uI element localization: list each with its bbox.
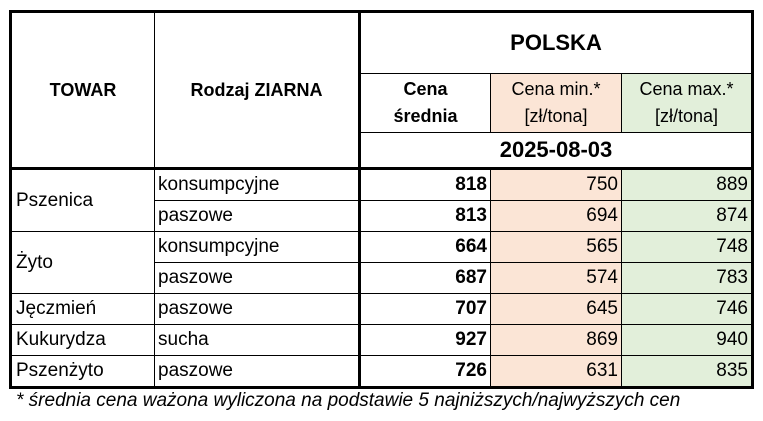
- cell-towar: Pszenica: [11, 169, 155, 232]
- cell-min: 645: [491, 294, 622, 325]
- header-avg-line2: średnia: [393, 106, 458, 126]
- header-min-price: [491, 74, 622, 133]
- table-row: [11, 325, 753, 356]
- cell-max: 940: [622, 325, 753, 356]
- table-row: [11, 169, 753, 201]
- header-rodzaj-ziarna: Rodzaj ZIARNA: [155, 12, 360, 169]
- header-date: 2025-08-03: [360, 133, 753, 169]
- table-row: [11, 294, 753, 325]
- cell-avg: 813: [360, 201, 491, 232]
- cell-towar: Żyto: [11, 232, 155, 294]
- cell-avg: 927: [360, 325, 491, 356]
- header-min-line2: [zł/tona]: [524, 106, 588, 126]
- cell-min: 869: [491, 325, 622, 356]
- cell-max: 874: [622, 201, 753, 232]
- cell-avg: 687: [360, 263, 491, 294]
- cell-rodzaj: paszowe: [155, 263, 360, 294]
- cell-towar: Kukurydza: [11, 325, 155, 356]
- cell-max: 746: [622, 294, 753, 325]
- cell-min: 565: [491, 232, 622, 263]
- cell-towar: Pszenżyto: [11, 356, 155, 388]
- header-min-line1: Cena min.*: [511, 79, 601, 99]
- header-avg-price: [360, 74, 491, 133]
- header-region: POLSKA: [360, 12, 753, 74]
- cell-max: 783: [622, 263, 753, 294]
- table-row: [11, 232, 753, 263]
- footnote: * średnia cena ważona wyliczona na podstawie 5 najniższych/najwyższych cen: [16, 390, 681, 411]
- cell-rodzaj: konsumpcyjne: [155, 232, 360, 263]
- cell-max: 748: [622, 232, 753, 263]
- cell-max: 835: [622, 356, 753, 388]
- cell-towar: Jęczmień: [11, 294, 155, 325]
- cell-rodzaj: paszowe: [155, 201, 360, 232]
- cell-min: 694: [491, 201, 622, 232]
- cell-avg: 664: [360, 232, 491, 263]
- cell-avg: 707: [360, 294, 491, 325]
- cell-min: 631: [491, 356, 622, 388]
- header-max-line1: Cena max.*: [639, 79, 734, 99]
- header-max-line2: [zł/tona]: [654, 106, 719, 126]
- cell-avg: 818: [360, 169, 491, 201]
- header-avg-line1: Cena: [403, 79, 448, 99]
- cell-rodzaj: paszowe: [155, 294, 360, 325]
- cell-avg: 726: [360, 356, 491, 388]
- cell-min: 574: [491, 263, 622, 294]
- cell-rodzaj: paszowe: [155, 356, 360, 388]
- cell-max: 889: [622, 169, 753, 201]
- header-towar: TOWAR: [11, 12, 155, 169]
- grain-price-table: [9, 10, 754, 389]
- table-row: [11, 356, 753, 388]
- cell-min: 750: [491, 169, 622, 201]
- header-max-price: [622, 74, 753, 133]
- cell-rodzaj: konsumpcyjne: [155, 169, 360, 201]
- cell-rodzaj: sucha: [155, 325, 360, 356]
